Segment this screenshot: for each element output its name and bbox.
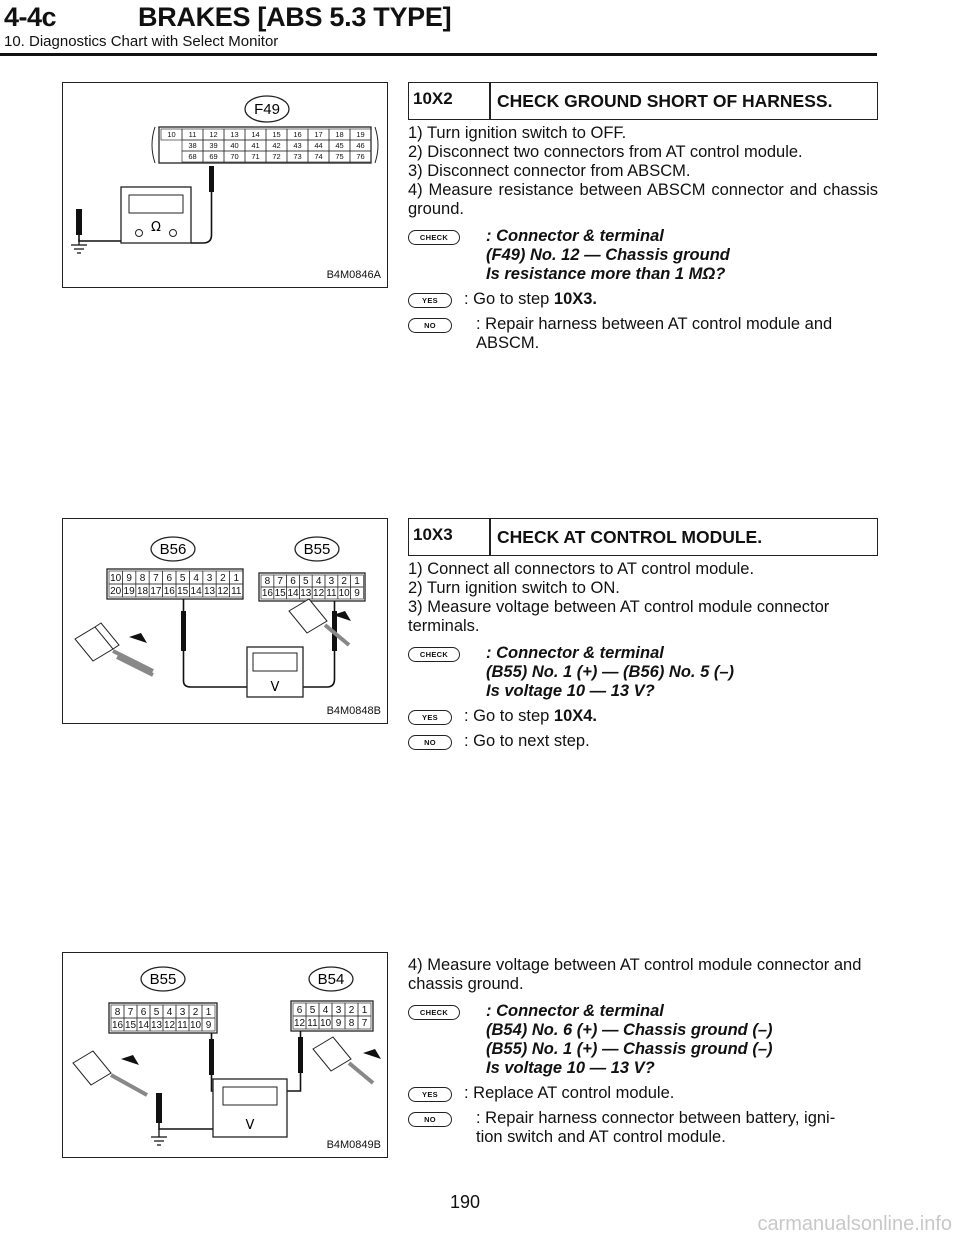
- instruction: 3) Disconnect connector from ABSCM.: [408, 162, 691, 180]
- pin-number: 9: [126, 573, 132, 584]
- pin-number: 3: [335, 1005, 342, 1016]
- f49-pin-grid: [161, 129, 371, 162]
- pin-number: 10: [189, 1020, 202, 1031]
- check-badge: CHECK: [408, 1005, 460, 1020]
- pin-number: 11: [188, 130, 197, 139]
- pin-number: 1: [361, 1005, 368, 1016]
- check-line: (F49) No. 12 — Chassis ground: [486, 246, 730, 264]
- yes-badge: YES: [408, 293, 452, 308]
- pin-number: 5: [303, 576, 309, 587]
- pin-number: 7: [361, 1018, 368, 1029]
- connector-label-f49: F49: [254, 101, 280, 118]
- pin-number: 46: [356, 141, 365, 150]
- step-id: 10X2: [413, 89, 453, 108]
- pin-number: 2: [220, 573, 226, 584]
- pin-number: 39: [209, 141, 218, 150]
- volt-symbol: V: [245, 1118, 255, 1133]
- pin-number: 13: [150, 1020, 163, 1031]
- no-answer: [408, 1109, 878, 1147]
- pin-number: 1: [233, 573, 240, 584]
- no-badge: NO: [408, 735, 452, 750]
- header-rule: [0, 53, 877, 56]
- no-answer: [408, 315, 878, 353]
- pin-number: 41: [251, 141, 260, 150]
- pin-number: 15: [272, 130, 281, 139]
- instruction: 1) Turn ignition switch to OFF.: [408, 124, 627, 142]
- step-10x2: [408, 82, 878, 353]
- instruction: 3) Measure voltage between AT control module connector terminals.: [408, 598, 830, 635]
- yes-text: : Go to step: [464, 290, 554, 308]
- watermark: carmanualsonline.info: [757, 1213, 952, 1235]
- pin-number: 6: [166, 573, 173, 584]
- pin-number: 1: [205, 1007, 212, 1018]
- yes-badge: YES: [408, 710, 452, 725]
- check-block: [408, 1002, 878, 1078]
- check-line: : Connector & terminal: [486, 1002, 664, 1020]
- no-text: ABSCM.: [476, 334, 540, 352]
- pin-number: 9: [205, 1020, 212, 1031]
- pin-number: 9: [335, 1018, 342, 1029]
- pin-number: 10: [110, 573, 122, 584]
- pin-number: 4: [315, 576, 322, 587]
- check-badge: CHECK: [408, 647, 460, 662]
- figure-b55-b54-voltage: [62, 952, 388, 1158]
- volt-symbol: V: [270, 680, 280, 695]
- pin-number: 17: [150, 586, 162, 597]
- pin-number: 73: [293, 152, 302, 161]
- pin-number: 5: [309, 1005, 316, 1016]
- pin-number: 70: [230, 152, 239, 161]
- page-header: [0, 0, 960, 60]
- pin-number: 12: [293, 1018, 306, 1029]
- pin-number: 76: [356, 152, 365, 161]
- connector-label-b55: B55: [149, 971, 177, 988]
- ohm-symbol: Ω: [151, 220, 161, 235]
- no-badge: NO: [408, 318, 452, 333]
- check-line: : Connector & terminal: [486, 227, 664, 245]
- check-block: [408, 644, 878, 701]
- pin-number: 10: [167, 130, 176, 139]
- check-block: [408, 227, 878, 284]
- pin-number: 12: [163, 1020, 176, 1031]
- check-line: (B55) No. 1 (+) — Chassis ground (–): [486, 1040, 773, 1058]
- page-number: 190: [450, 1192, 481, 1212]
- wiring-diagram-b55-b54: [63, 953, 389, 1159]
- yes-badge: YES: [408, 1087, 452, 1102]
- pin-number: 3: [328, 576, 335, 587]
- check-line: (B54) No. 6 (+) — Chassis ground (–): [486, 1021, 773, 1039]
- pin-number: 8: [264, 576, 271, 587]
- pin-number: 10: [338, 588, 350, 599]
- pin-number: 9: [354, 588, 360, 599]
- pin-number: 11: [231, 586, 242, 597]
- yes-text: : Go to step: [464, 707, 554, 725]
- pin-number: 1: [354, 576, 360, 587]
- pin-number: 7: [153, 573, 159, 584]
- no-answer: [408, 732, 878, 751]
- step-header-divider: [489, 83, 491, 119]
- figure-f49-resistance: [62, 82, 388, 288]
- pin-number: 3: [206, 573, 213, 584]
- pin-number: 16: [163, 586, 175, 597]
- pin-number: 45: [335, 141, 344, 150]
- connector-label-b56: B56: [159, 541, 187, 558]
- pin-number: 14: [137, 1020, 150, 1031]
- pin-number: 4: [166, 1007, 173, 1018]
- step-10x3: [408, 518, 878, 751]
- check-line: : Connector & terminal: [486, 644, 664, 662]
- pin-number: 2: [341, 576, 347, 587]
- instruction: 4) Measure resistance between ABSCM connector and chassis ground.: [408, 181, 878, 218]
- step-10x3-continued: [408, 956, 878, 1147]
- pin-number: 71: [251, 152, 260, 161]
- figure-id: B4M0849B: [326, 1139, 381, 1151]
- pin-number: 40: [230, 141, 239, 150]
- b56-pin-grid: [109, 571, 243, 597]
- pin-number: 14: [251, 130, 260, 139]
- goto-step-link[interactable]: 10X3.: [553, 290, 598, 308]
- instruction: 2) Turn ignition switch to ON.: [408, 579, 620, 597]
- pin-number: 72: [272, 152, 281, 161]
- figure-id: B4M0846A: [326, 269, 381, 281]
- no-badge: NO: [408, 1112, 452, 1127]
- figure-b56-b55-voltage: [62, 518, 388, 724]
- no-text: : Repair harness between AT control module and: [476, 315, 833, 333]
- pin-number: 7: [277, 576, 283, 587]
- pin-number: 74: [314, 152, 323, 161]
- pin-number: 10: [319, 1018, 332, 1029]
- pin-number: 69: [209, 152, 218, 161]
- pin-number: 12: [217, 586, 229, 597]
- yes-answer: [408, 1084, 878, 1103]
- section-code: 4-4c: [4, 2, 57, 32]
- no-text: : Go to next step.: [464, 732, 590, 750]
- step-header: [408, 82, 878, 120]
- pin-number: 68: [188, 152, 197, 161]
- pin-number: 8: [114, 1007, 121, 1018]
- no-text: : Repair harness connector between battery, igni-: [476, 1109, 836, 1127]
- pin-number: 43: [293, 141, 302, 150]
- pin-number: 4: [322, 1005, 329, 1016]
- pin-number: 19: [123, 586, 135, 597]
- pin-number: 7: [127, 1007, 134, 1018]
- pin-number: 15: [177, 586, 189, 597]
- pin-number: 2: [348, 1005, 355, 1016]
- pin-number: 3: [179, 1007, 186, 1018]
- wiring-diagram-b56-b55: [63, 519, 389, 725]
- goto-step-link[interactable]: 10X4.: [553, 707, 598, 725]
- pin-number: 8: [139, 573, 146, 584]
- instruction: 1) Connect all connectors to AT control module.: [408, 560, 755, 578]
- pin-number: 6: [296, 1005, 303, 1016]
- pin-number: 12: [209, 130, 218, 139]
- pin-number: 44: [314, 141, 323, 150]
- pin-number: 4: [193, 573, 199, 584]
- no-text: tion switch and AT control module.: [476, 1128, 726, 1146]
- pin-number: 8: [348, 1018, 355, 1029]
- step-header: [408, 518, 878, 556]
- step-title: CHECK AT CONTROL MODULE.: [497, 527, 763, 547]
- instruction: 2) Disconnect two connectors from AT control module.: [408, 143, 803, 161]
- pin-number: 19: [356, 130, 365, 139]
- pin-number: 6: [140, 1007, 147, 1018]
- figure-id: B4M0848B: [326, 705, 381, 717]
- pin-number: 6: [290, 576, 296, 587]
- pin-number: 14: [190, 586, 202, 597]
- yes-answer: [408, 290, 878, 309]
- pin-number: 13: [230, 130, 239, 139]
- pin-number: 17: [314, 130, 323, 139]
- pin-number: 75: [335, 152, 344, 161]
- pin-number: 16: [293, 130, 302, 139]
- step-title: CHECK GROUND SHORT OF HARNESS.: [497, 91, 833, 111]
- pin-number: 38: [188, 141, 197, 150]
- check-line: Is voltage 10 — 13 V?: [486, 682, 655, 700]
- connector-label-b55: B55: [303, 541, 331, 558]
- step-header-divider: [489, 519, 491, 555]
- pin-number: 15: [274, 588, 286, 599]
- pin-number: 11: [307, 1018, 318, 1029]
- pin-number: 18: [335, 130, 344, 139]
- connector-label-b54: B54: [317, 971, 345, 988]
- section-title: BRAKES [ABS 5.3 TYPE]: [138, 2, 452, 32]
- pin-number: 13: [300, 588, 312, 599]
- check-line: (B55) No. 1 (+) — (B56) No. 5 (–): [486, 663, 734, 681]
- step-id: 10X3: [413, 525, 453, 544]
- check-line: Is resistance more than 1 MΩ?: [486, 265, 726, 283]
- pin-number: 20: [110, 586, 122, 597]
- pin-number: 14: [287, 588, 299, 599]
- instruction: 4) Measure voltage between AT control module connector and chassis ground.: [408, 956, 862, 993]
- pin-number: 5: [153, 1007, 160, 1018]
- pin-number: 42: [272, 141, 281, 150]
- section-subtitle: 10. Diagnostics Chart with Select Monitor: [4, 33, 279, 50]
- pin-number: 18: [136, 586, 149, 597]
- pin-number: 16: [261, 588, 273, 599]
- check-badge: CHECK: [408, 230, 460, 245]
- pin-number: 11: [177, 1020, 188, 1031]
- pin-number: 16: [111, 1020, 124, 1031]
- pin-number: 5: [179, 573, 186, 584]
- yes-text: : Replace AT control module.: [464, 1084, 675, 1102]
- pin-number: 15: [124, 1020, 137, 1031]
- pin-number: 11: [326, 588, 337, 599]
- pin-number: 2: [192, 1007, 199, 1018]
- wiring-diagram-f49: [63, 83, 389, 289]
- check-line: Is voltage 10 — 13 V?: [486, 1059, 655, 1077]
- yes-answer: [408, 707, 878, 726]
- pin-number: 13: [203, 586, 216, 597]
- pin-number: 12: [313, 588, 325, 599]
